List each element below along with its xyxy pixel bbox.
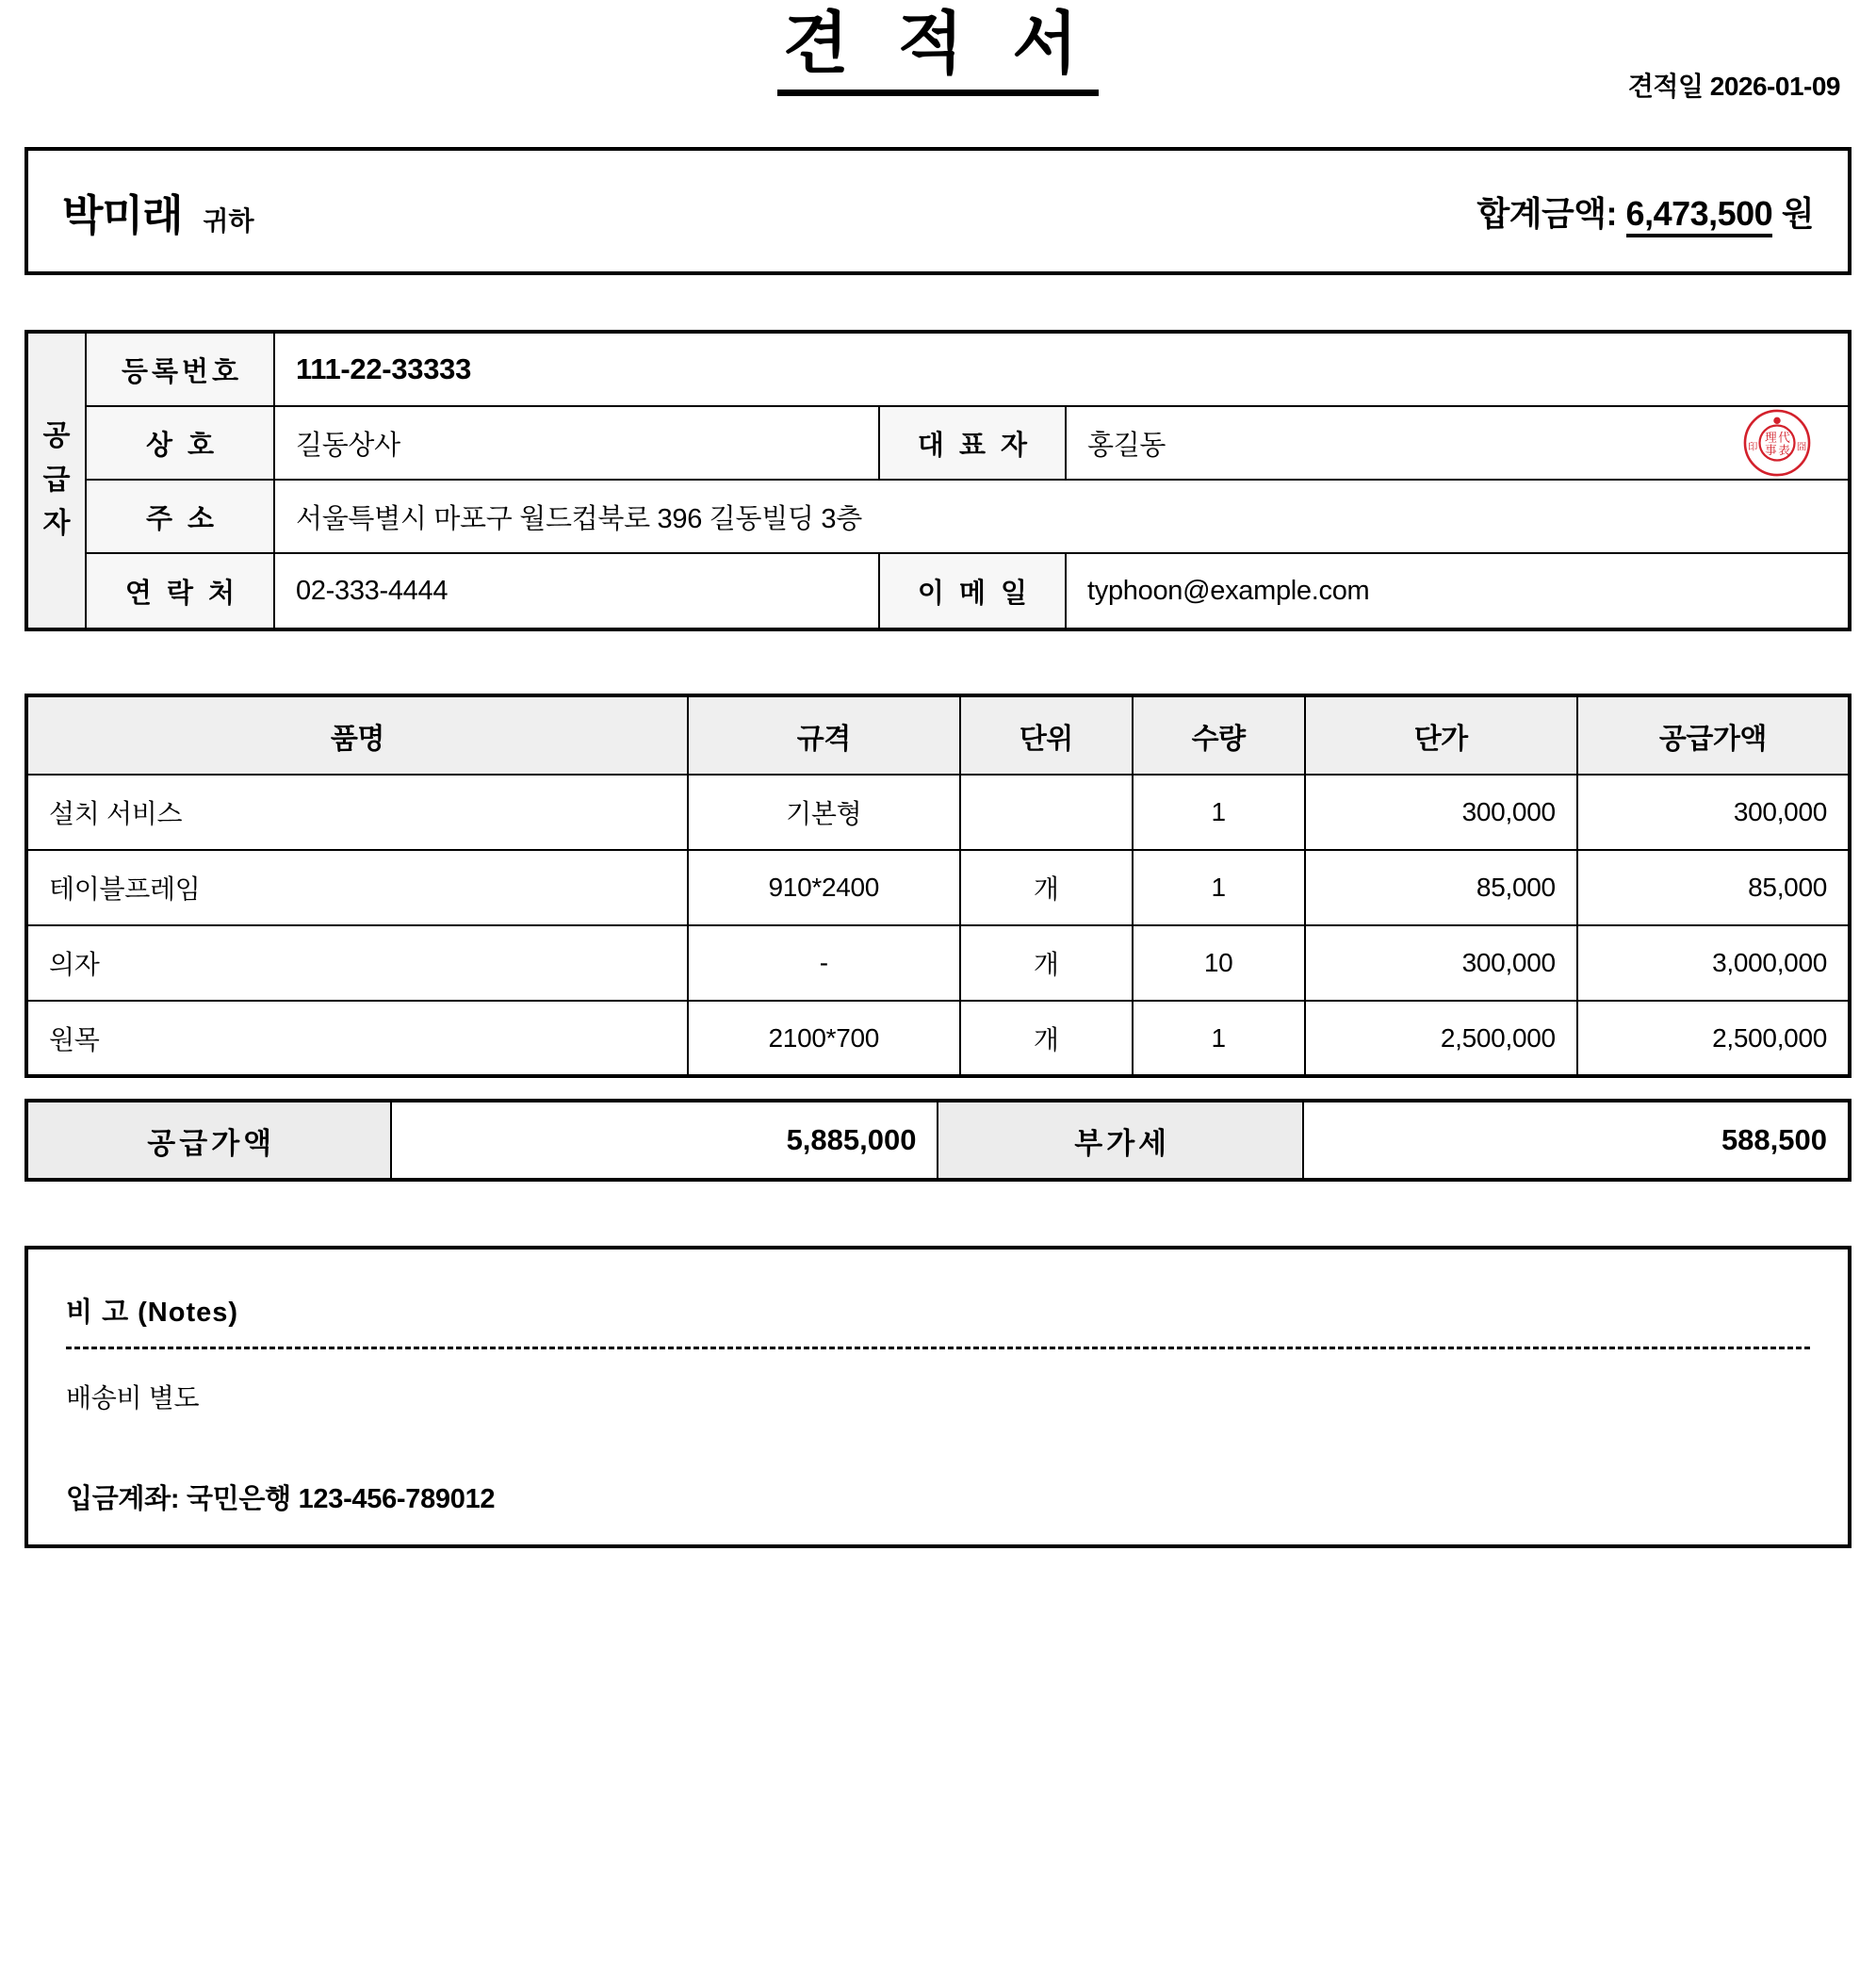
supplier-row-company xyxy=(87,407,1848,481)
item-qty: 1 xyxy=(1133,850,1305,925)
items-table xyxy=(24,694,1852,1078)
supplier-row-address xyxy=(87,481,1848,554)
notes-title: 비 고 (Notes) xyxy=(66,1298,239,1328)
item-name: 원목 xyxy=(26,1001,688,1076)
supplier-side-char-1: 공 xyxy=(42,420,71,452)
quotation-date: 견적일 2026-01-09 xyxy=(1627,72,1840,101)
vat-label: 부가세 xyxy=(938,1101,1302,1180)
item-unit: 개 xyxy=(960,850,1133,925)
item-amount: 85,000 xyxy=(1577,850,1850,925)
items-table-header-row xyxy=(26,695,1850,775)
table-row xyxy=(26,850,1850,925)
phone-label: 연 락 처 xyxy=(87,554,275,628)
column-header-amount: 공급가액 xyxy=(1577,695,1850,775)
table-row xyxy=(26,775,1850,850)
ceo-value: 홍길동 xyxy=(1087,430,1166,461)
item-unit: 개 xyxy=(960,925,1133,1001)
item-qty: 1 xyxy=(1133,775,1305,850)
supplier-side-char-3: 자 xyxy=(42,508,71,540)
item-price: 300,000 xyxy=(1305,925,1577,1001)
company-name-label: 상 호 xyxy=(87,407,275,479)
item-spec: 2100*700 xyxy=(688,1001,960,1076)
supplier-side-label xyxy=(28,334,87,628)
notes-box xyxy=(24,1246,1852,1548)
recipient-block xyxy=(62,181,254,242)
summary-row xyxy=(26,1101,1850,1180)
recipient-suffix: 귀하 xyxy=(203,205,254,236)
item-amount: 3,000,000 xyxy=(1577,925,1850,1001)
page-title xyxy=(24,6,1852,96)
item-spec: - xyxy=(688,925,960,1001)
currency-unit: 원 xyxy=(1781,193,1814,233)
svg-text:表: 表 xyxy=(1778,442,1790,457)
address-value: 서울특별시 마포구 월드컵북로 396 길동빌딩 3층 xyxy=(296,503,862,534)
phone-value: 02-333-4444 xyxy=(296,575,449,606)
recipient-name: 박미래 xyxy=(62,190,183,239)
svg-text:印: 印 xyxy=(1748,441,1758,453)
supplier-info-table xyxy=(24,330,1852,631)
company-name-value: 길동상사 xyxy=(296,430,400,461)
svg-text:代: 代 xyxy=(1778,430,1790,445)
item-qty: 10 xyxy=(1133,925,1305,1001)
item-spec: 910*2400 xyxy=(688,850,960,925)
supplier-row-contact xyxy=(87,554,1848,628)
item-unit xyxy=(960,775,1133,850)
notes-divider xyxy=(66,1347,1810,1349)
item-price: 2,500,000 xyxy=(1305,1001,1577,1076)
supplier-side-char-2: 급 xyxy=(42,464,71,496)
item-unit: 개 xyxy=(960,1001,1133,1076)
item-spec: 기본형 xyxy=(688,775,960,850)
registration-number-label: 등록번호 xyxy=(87,334,275,405)
item-name: 설치 서비스 xyxy=(26,775,688,850)
notes-line-1: 배송비 별도 xyxy=(66,1383,200,1413)
item-name: 의자 xyxy=(26,925,688,1001)
ceo-label: 대 표 자 xyxy=(878,407,1067,479)
total-amount-value: 6,473,500 xyxy=(1626,194,1773,237)
item-qty: 1 xyxy=(1133,1001,1305,1076)
vat-value: 588,500 xyxy=(1303,1101,1850,1180)
summary-table xyxy=(24,1099,1852,1182)
column-header-spec: 규격 xyxy=(688,695,960,775)
email-label: 이 메 일 xyxy=(878,554,1067,628)
column-header-unit: 단위 xyxy=(960,695,1133,775)
company-seal-stamp-icon xyxy=(1742,408,1812,478)
item-price: 85,000 xyxy=(1305,850,1577,925)
item-amount: 2,500,000 xyxy=(1577,1001,1850,1076)
notes-bank-account: 입금계좌: 국민은행 123-456-789012 xyxy=(66,1484,496,1514)
supply-amount-label: 공급가액 xyxy=(26,1101,391,1180)
registration-number-value: 111-22-33333 xyxy=(296,352,472,385)
item-amount: 300,000 xyxy=(1577,775,1850,850)
ceo-value-cell xyxy=(1067,407,1848,479)
supplier-row-registration xyxy=(87,334,1848,407)
title-char-2: 적 xyxy=(897,7,979,82)
table-row xyxy=(26,925,1850,1001)
column-header-price: 단가 xyxy=(1305,695,1577,775)
supply-amount-value: 5,885,000 xyxy=(391,1101,938,1180)
total-amount-block xyxy=(1476,188,1814,236)
column-header-name: 품명 xyxy=(26,695,688,775)
svg-text:囧: 囧 xyxy=(1796,441,1806,453)
recipient-summary-box xyxy=(24,147,1852,275)
address-label: 주 소 xyxy=(87,481,275,552)
document-header xyxy=(24,0,1852,141)
table-row xyxy=(26,1001,1850,1076)
column-header-qty: 수량 xyxy=(1133,695,1305,775)
title-char-3: 서 xyxy=(1012,7,1093,82)
title-char-1: 견 xyxy=(783,7,864,82)
svg-text:理: 理 xyxy=(1765,430,1777,445)
item-name: 테이블프레임 xyxy=(26,850,688,925)
svg-text:事: 事 xyxy=(1765,442,1777,457)
item-price: 300,000 xyxy=(1305,775,1577,850)
total-amount-label: 합계금액: xyxy=(1476,193,1618,233)
email-value: typhoon@example.com xyxy=(1087,575,1370,606)
